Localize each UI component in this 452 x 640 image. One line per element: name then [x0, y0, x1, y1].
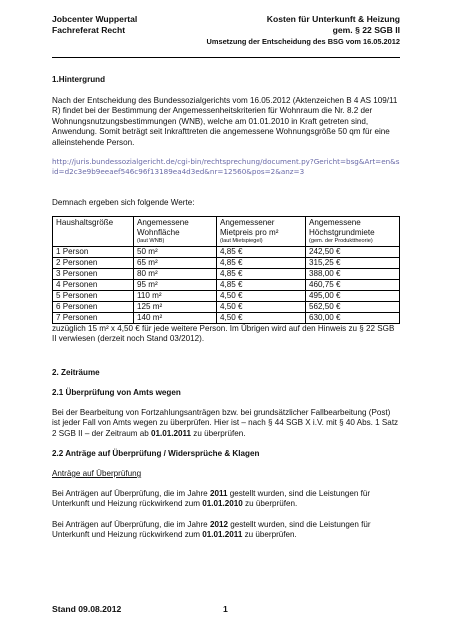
review-2011-paragraph: Bei Anträgen auf Überprüfung, die im Jahre 2011 gestellt wurden, sind die Leistungen für Unterkunft und Heizung rückwirkend zum 01.01.2010 zu überprüfen.	[52, 489, 371, 509]
header-left	[52, 14, 137, 36]
header-cell: Angemessene Wohnfläche (laut WNB)	[134, 217, 217, 247]
table-row	[53, 280, 400, 291]
section-1-paragraph: Nach der Entscheidung des Bundessozialgerichts vom 16.05.2012 (Aktenzeichen B 4 AS 109/11 R) findet bei der Bestimmung der Angemessenheitskriterien für Wohnraum die Nr. 8.2 der Wohnungsnutzungsbestimmungen (WNB), welche am 01.01.2010 in Kraft getreten sind, Anwendung. Somit beträgt seit Inkrafttreten die angemessene Wohnungsgröße 50 qm für eine alleinstehende Person.	[52, 96, 398, 147]
review-requests-subheading: Anträge auf Überprüfung	[52, 469, 142, 478]
table-row	[53, 258, 400, 269]
area-cell: 80 m²	[134, 269, 217, 280]
area-cell: 95 m²	[134, 280, 217, 291]
review-start-date: 01.01.2011	[150, 428, 192, 438]
section-2-1-heading: 2.1 Überprüfung von Amts wegen	[52, 388, 181, 397]
table-row	[53, 313, 400, 324]
header-cell: Angemessene Höchstgrundmiete (gem. der Produkttheorie)	[306, 217, 400, 247]
table-intro: Demnach ergeben sich folgende Werte:	[52, 198, 195, 207]
doc-subtitle: Umsetzung der Entscheidung des BSG vom 16.05.2012	[206, 37, 400, 46]
household-size-cell: 7 Personen	[53, 313, 134, 324]
household-size-cell: 3 Personen	[53, 269, 134, 280]
max-rent-cell: 630,00 €	[306, 313, 400, 324]
max-rent-cell: 495,00 €	[306, 291, 400, 302]
household-size-cell: 4 Personen	[53, 280, 134, 291]
page-number: 1	[223, 604, 228, 614]
area-cell: 50 m²	[134, 247, 217, 258]
area-cell: 125 m²	[134, 302, 217, 313]
rent-per-m2-cell: 4,50 €	[217, 302, 306, 313]
max-rent-cell: 562,50 €	[306, 302, 400, 313]
area-cell: 140 m²	[134, 313, 217, 324]
bsg-decision-link[interactable]: http://juris.bundessozialgericht.de/cgi-bin/rechtsprechung/document.py?Gericht=bsg&Art=en&sid=d2c3e9b9eeaef546c96f13189ea4d3ed&nr=12560&pos=2&anz=3	[52, 157, 400, 176]
header-divider	[52, 57, 400, 58]
header-right	[207, 14, 400, 47]
table-row	[53, 269, 400, 280]
footer-stand: Stand 09.08.2012	[52, 604, 122, 614]
section-2-2-heading: 2.2 Anträge auf Überprüfung / Widersprüche & Klagen	[52, 449, 260, 458]
doc-topic: Kosten für Unterkunft & Heizung	[266, 14, 400, 24]
doc-legal-basis: gem. § 22 SGB II	[332, 25, 400, 35]
rent-per-m2-cell: 4,50 €	[217, 291, 306, 302]
rent-per-m2-cell: 4,85 €	[217, 258, 306, 269]
department-name: Fachreferat Recht	[52, 25, 126, 35]
header-cell: Haushaltsgröße	[53, 217, 134, 247]
section-1-heading: 1.Hintergrund	[52, 75, 106, 84]
max-rent-cell: 315,25 €	[306, 258, 400, 269]
rent-per-m2-cell: 4,50 €	[217, 313, 306, 324]
area-cell: 65 m²	[134, 258, 217, 269]
household-size-cell: 6 Personen	[53, 302, 134, 313]
rent-limits-table	[52, 216, 400, 324]
max-rent-cell: 242,50 €	[306, 247, 400, 258]
table-row	[53, 291, 400, 302]
section-2-1-paragraph: Bei der Bearbeitung von Fortzahlungsanträgen bzw. bei grundsätzlicher Fallbearbeitung (Post) ist jeder Fall von Amts wegen zu überprüfen. Hier ist – nach § 44 SGB X i.V. mit § 40 Abs. 1 Satz 2 SGB II – der Zeitraum ab 01.01.2011 zu überprüfen.	[52, 408, 399, 438]
section-2-heading: 2. Zeiträume	[52, 368, 100, 377]
table-header-row	[53, 217, 400, 247]
rent-per-m2-cell: 4,85 €	[217, 247, 306, 258]
table-row	[53, 302, 400, 313]
household-size-cell: 5 Personen	[53, 291, 134, 302]
rent-per-m2-cell: 4,85 €	[217, 280, 306, 291]
table-row	[53, 247, 400, 258]
org-name: Jobcenter Wuppertal	[52, 14, 138, 24]
after-table-note: zuzüglich 15 m² x 4,50 € für jede weitere Person. Im Übrigen wird auf den Hinweis zu § 22 SGB II verwiesen (derzeit noch Stand 03/2012).	[52, 324, 395, 344]
rent-per-m2-cell: 4,85 €	[217, 269, 306, 280]
household-size-cell: 2 Personen	[53, 258, 134, 269]
review-2012-paragraph: Bei Anträgen auf Überprüfung, die im Jahre 2012 gestellt wurden, sind die Leistungen für Unterkunft und Heizung rückwirkend zum 01.01.2011 zu überprüfen.	[52, 520, 371, 540]
area-cell: 110 m²	[134, 291, 217, 302]
max-rent-cell: 460,75 €	[306, 280, 400, 291]
max-rent-cell: 388,00 €	[306, 269, 400, 280]
header-cell: Angemessener Mietpreis pro m² (laut Mietspiegel)	[217, 217, 306, 247]
household-size-cell: 1 Person	[53, 247, 134, 258]
